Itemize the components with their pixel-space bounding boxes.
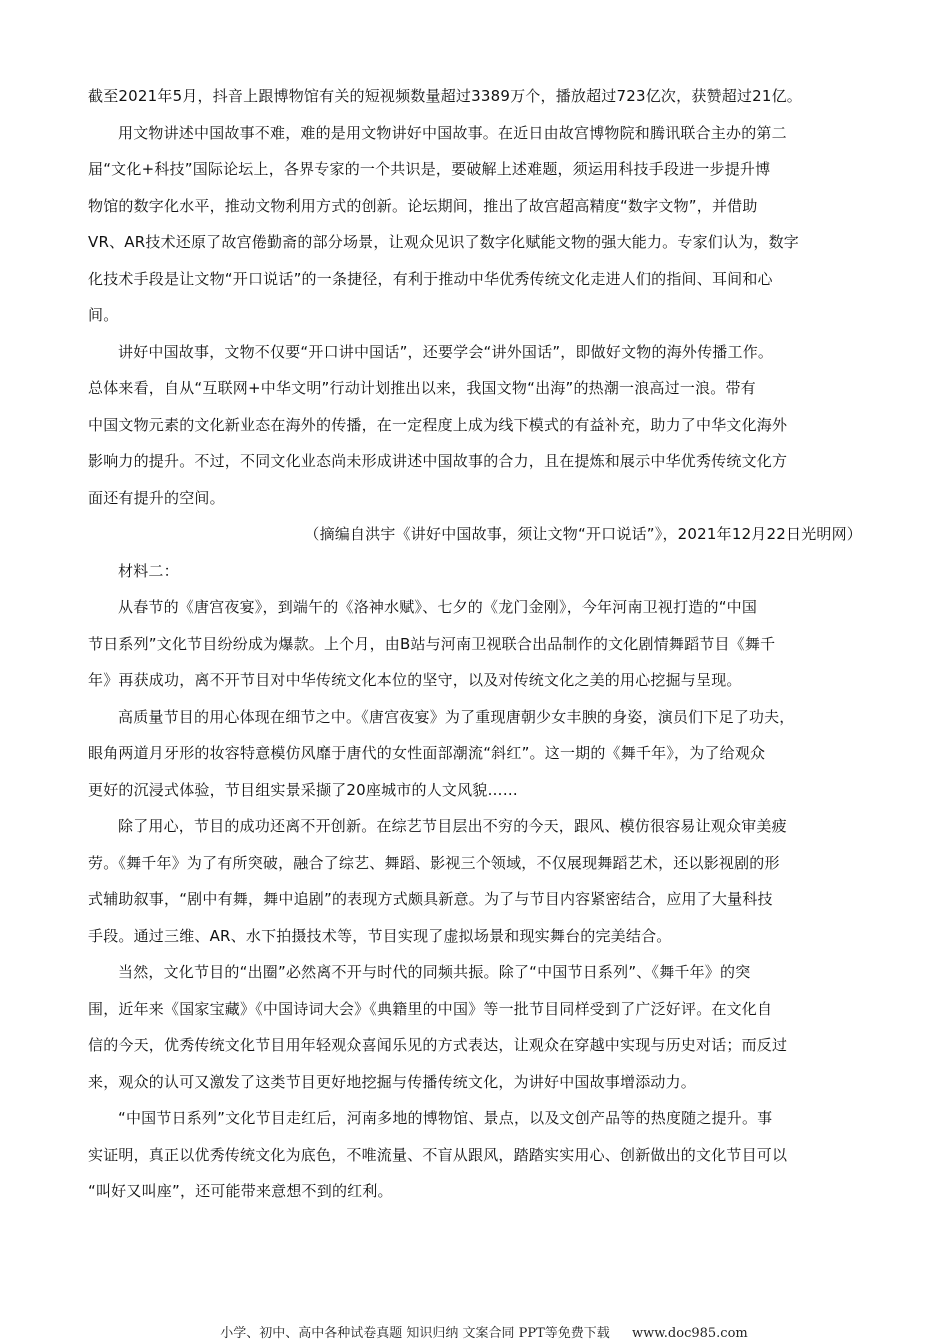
citation: （摘编自洪宇《讲好中国故事，须让文物“开口说话”》，2021年12月22日光明网） xyxy=(304,525,862,543)
text-line: 眼角两道月牙形的妆容特意模仿风靡于唐代的女性面部潮流“斜红”。这一期的《舞千年》，为了给观众 xyxy=(88,744,766,762)
text-line: 物馆的数字化水平，推动文物利用方式的创新。论坛期间，推出了故宫超高精度“数字文物”，并借助 xyxy=(88,196,758,215)
document-body xyxy=(88,78,862,1210)
text-line: 劳。《舞千年》为了有所突破，融合了综艺、舞蹈、影视三个领域，不仅展现舞蹈艺术，还以影视剧的形 xyxy=(88,853,780,872)
text-line: “叫好又叫座”，还可能带来意想不到的红利。 xyxy=(88,1182,393,1200)
section-heading: 材料二： xyxy=(118,561,179,580)
text-line: 式辅助叙事，“剧中有舞，舞中追剧”的表现方式颇具新意。为了与节目内容紧密结合，应用了大量科技 xyxy=(88,890,773,908)
text-line: 用文物讲述中国故事不难，难的是用文物讲好中国故事。在近日由故宫博物院和腾讯联合主办的第二 xyxy=(118,123,787,142)
text-line: 节日系列”文化节目纷纷成为爆款。上个月，由B站与河南卫视联合出品制作的文化剧情舞蹈节目《舞千 xyxy=(88,634,776,653)
text-line: 除了用心，节目的成功还离不开创新。在综艺节目层出不穷的今天，跟风、模仿很容易让观众审美疲 xyxy=(118,817,787,835)
footer-text: 小学、初中、高中各种试卷真题 知识归纳 文案合同 PPT等免费下载 xyxy=(220,1326,610,1341)
text-line: 化技术手段是让文物“开口说话”的一条捷径，有利于推动中华优秀传统文化走进人们的指间、耳间和心 xyxy=(88,269,773,288)
text-line: “中国节日系列”文化节目走红后，河南多地的博物馆、景点，以及文创产品等的热度随之提升。事 xyxy=(118,1109,773,1127)
text-line: 手段。通过三维、AR、水下拍摄技术等，节目实现了虚拟场景和现实舞台的完美结合。 xyxy=(88,926,672,945)
text-line: 从春节的《唐宫夜宴》，到端午的《洛神水赋》、七夕的《龙门金刚》，今年河南卫视打造的“中国 xyxy=(118,598,758,616)
footer-site-link[interactable]: www.doc985.com xyxy=(631,1326,748,1341)
text-line: 影响力的提升。不过，不同文化业态尚未形成讲述中国故事的合力，且在提炼和展示中华优秀传统文化方 xyxy=(88,452,788,470)
text-line: 面还有提升的空间。 xyxy=(88,488,225,507)
text-line: 年》再获成功，离不开节目对中华传统文化本位的坚守，以及对传统文化之美的用心挖掘与呈现。 xyxy=(88,671,742,689)
page-footer xyxy=(0,1322,950,1341)
text-line: 信的今天，优秀传统文化节目用年轻观众喜闻乐见的方式表达，让观众在穿越中实现与历史对话；而反过 xyxy=(88,1036,788,1054)
text-line: 实证明，真正以优秀传统文化为底色，不唯流量、不盲从跟风，踏踏实实用心、创新做出的文化节目可以 xyxy=(88,1145,788,1164)
text-line: 讲好中国故事，文物不仅要“开口讲中国话”，还要学会“讲外国话”，即做好文物的海外传播工作。 xyxy=(118,342,774,361)
text-line: 高质量节目的用心体现在细节之中。《唐宫夜宴》为了重现唐朝少女丰腴的身姿，演员们下足了功夫， xyxy=(118,707,795,726)
text-line: 中国文物元素的文化新业态在海外的传播，在一定程度上成为线下模式的有益补充，助力了中华文化海外 xyxy=(88,415,788,434)
text-line: 截至2021年5月，抖音上跟博物馆有关的短视频数量超过3389万个，播放超过723亿次，获赞超过21亿。 xyxy=(88,87,803,105)
text-line: 来，观众的认可又激发了这类节目更好地挖掘与传播传统文化，为讲好中国故事增添动力。 xyxy=(88,1072,697,1091)
text-line: VR、AR技术还原了故宫倦勤斋的部分场景，让观众见识了数字化赋能文物的强大能力。专家们认为，数字 xyxy=(88,233,799,251)
text-line: 总体来看，自从“互联网+中华文明”行动计划推出以来，我国文物“出海”的热潮一浪高过一浪。带有 xyxy=(88,379,756,397)
text-line: 当然，文化节目的“出圈”必然离不开与时代的同频共振。除了“中国节日系列”、《舞千年》的突 xyxy=(118,963,751,981)
text-line: 届“文化+科技”国际论坛上，各界专家的一个共识是，要破解上述难题，须运用科技手段进一步提升博 xyxy=(88,160,771,178)
text-line: 更好的沉浸式体验，节目组实景采撷了20座城市的人文风貌…… xyxy=(88,780,518,799)
text-line: 间。 xyxy=(88,306,119,324)
text-line: 围，近年来《国家宝藏》《中国诗词大会》《典籍里的中国》等一批节目同样受到了广泛好评。在文化自 xyxy=(88,999,773,1018)
